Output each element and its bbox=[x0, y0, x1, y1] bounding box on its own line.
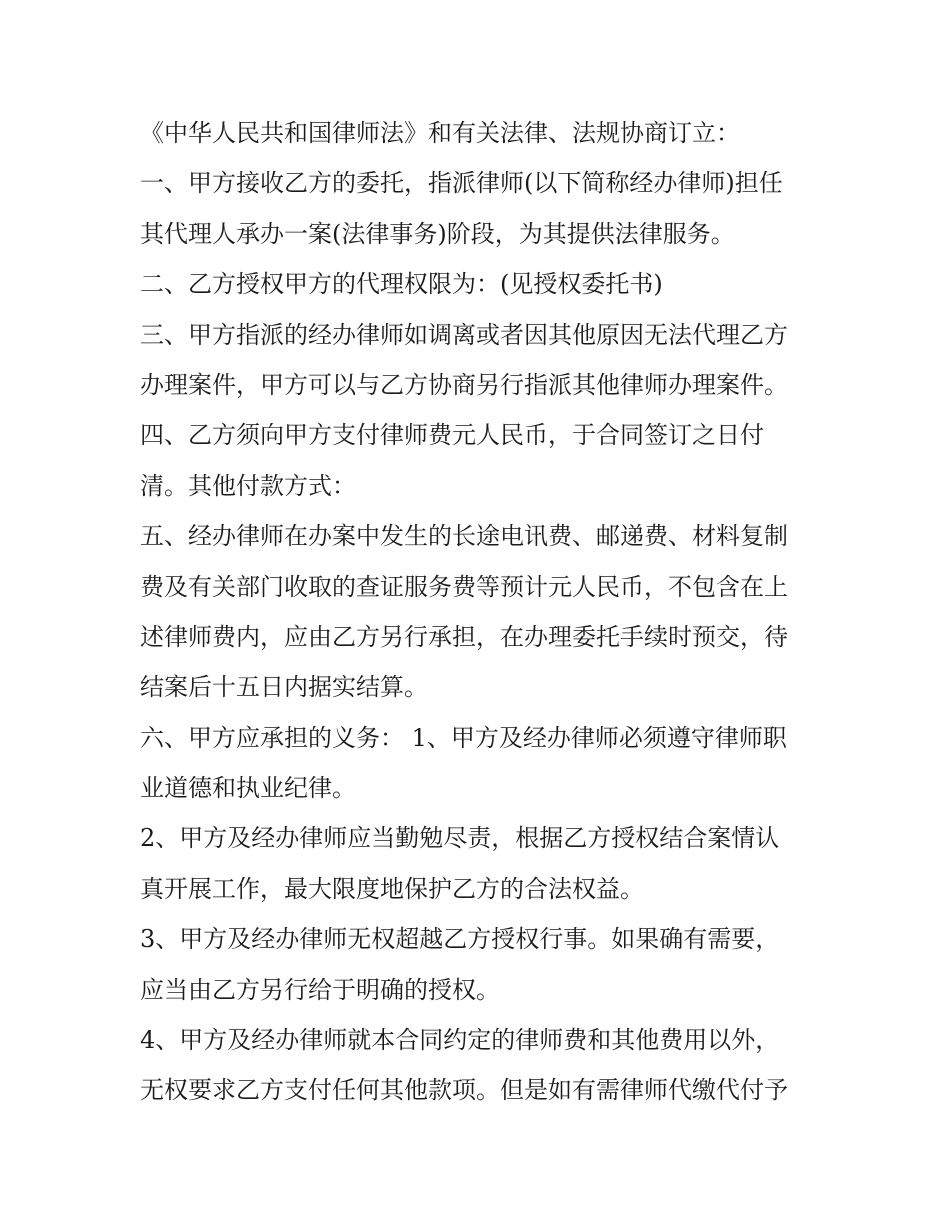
text-line: 四、乙方须向甲方支付律师费元人民币，于合同签订之日付 bbox=[140, 421, 764, 450]
text-line: 业道德和执业纪律。 bbox=[140, 774, 356, 803]
text-line: 2、甲方及经办律师应当勤勉尽责，根据乙方授权结合案情认 bbox=[140, 824, 780, 853]
text-line: 结案后十五日内据实结算。 bbox=[140, 673, 428, 702]
text-line: 3、甲方及经办律师无权超越乙方授权行事。如果确有需要， bbox=[140, 925, 780, 954]
text-line: 清。其他付款方式： bbox=[140, 471, 356, 500]
text-line: 述律师费内，应由乙方另行承担，在办理委托手续时预交，待 bbox=[140, 622, 788, 651]
text-line: 办理案件，甲方可以与乙方协商另行指派其他律师办理案件。 bbox=[140, 370, 788, 399]
text-line: 其代理人承办一案(法律事务)阶段，为其提供法律服务。 bbox=[140, 219, 735, 248]
text-line: 三、甲方指派的经办律师如调离或者因其他原因无法代理乙方 bbox=[140, 320, 788, 349]
text-line: 费及有关部门收取的查证服务费等预计元人民币，不包含在上 bbox=[140, 572, 788, 601]
text-line: 《中华人民共和国律师法》和有关法律、法规协商订立： bbox=[140, 119, 740, 147]
text-line: 二、乙方授权甲方的代理权限为：(见授权委托书) bbox=[140, 270, 663, 299]
document-body bbox=[140, 108, 820, 1116]
text-line: 五、经办律师在办案中发生的长途电讯费、邮递费、材料复制 bbox=[140, 522, 788, 551]
text-line: 六、甲方应承担的义务： 1、甲方及经办律师必须遵守律师职 bbox=[140, 723, 787, 752]
text-line: 一、甲方接收乙方的委托，指派律师(以下简称经办律师)担任 bbox=[140, 169, 783, 198]
text-line: 应当由乙方另行给于明确的授权。 bbox=[140, 975, 500, 1004]
text-line: 4、甲方及经办律师就本合同约定的律师费和其他费用以外， bbox=[140, 1026, 780, 1055]
text-line: 无权要求乙方支付任何其他款项。但是如有需律师代缴代付予 bbox=[140, 1076, 788, 1105]
text-line: 真开展工作，最大限度地保护乙方的合法权益。 bbox=[140, 874, 644, 903]
